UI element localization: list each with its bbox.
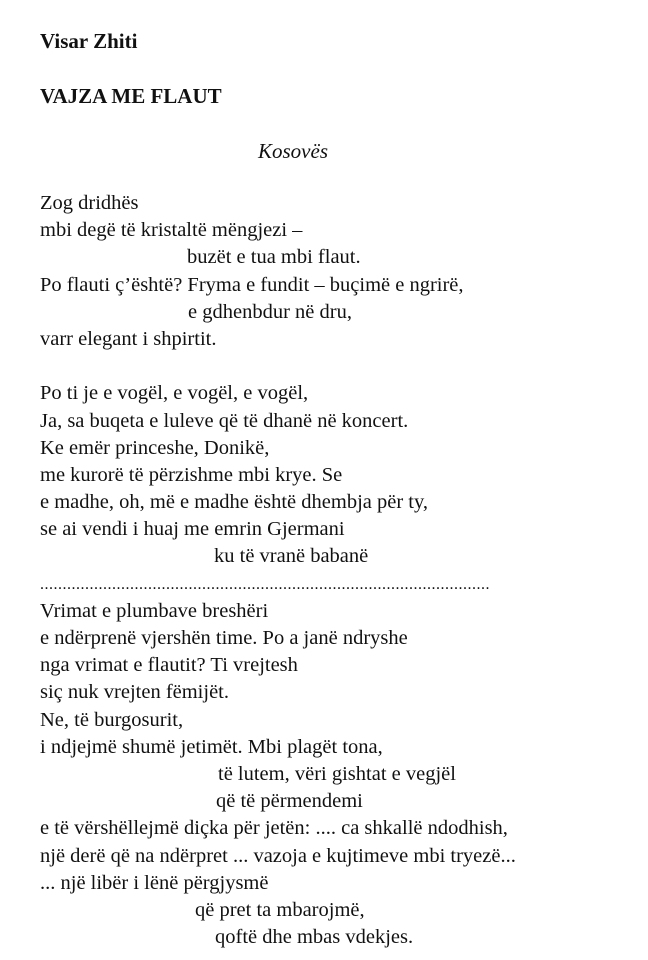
poem-line: e gdhenbdur në dru, [188, 300, 352, 323]
poem-line: një derë që na ndërpret ... vazoja e kujtimeve mbi tryezë... [40, 844, 516, 867]
poem-line: të lutem, vëri gishtat e vegjël [218, 762, 456, 785]
dotted-separator: .................................................................................................... [40, 575, 490, 593]
poem-body [40, 190, 630, 951]
poem-line: se ai vendi i huaj me emrin Gjermani [40, 518, 345, 541]
poem-dedication: Kosovës [258, 139, 328, 163]
poem-line: e ndërprenë vjershën time. Po a janë ndryshe [40, 627, 408, 649]
poem-line: i ndjejmë shumë jetimët. Mbi plagët tona, [40, 735, 383, 758]
poem-line: varr elegant i shpirtit. [40, 327, 217, 350]
poem-title: VAJZA ME FLAUT [40, 84, 222, 108]
poem-line: mbi degë të kristaltë mëngjezi – [40, 219, 303, 242]
poem-line: buzët e tua mbi flaut. [187, 246, 361, 269]
poem-line: Zog dridhës [40, 192, 139, 214]
author-name: Visar Zhiti [40, 29, 138, 53]
poem-line: siç nuk vrejten fëmijët. [40, 681, 229, 704]
poem-line: Po flauti ç’është? Fryma e fundit – buçimë e ngrirë, [40, 273, 464, 296]
poem-line: që pret ta mbarojmë, [195, 898, 365, 921]
poem-line: qoftë dhe mbas vdekjes. [215, 926, 414, 949]
poem-line: Vrimat e plumbave breshëri [40, 599, 269, 622]
poem-line: e madhe, oh, më e madhe është dhembja për ty, [40, 491, 429, 514]
poem-line: që të përmendemi [216, 790, 363, 813]
poem-line: e të vërshëllejmë diçka për jetën: .... ca shkallë ndodhish, [40, 817, 508, 840]
poem-line: ... një libër i lënë përgjysmë [40, 871, 269, 894]
poem-line: ku të vranë babanë [214, 545, 369, 568]
poem-line: Po ti je e vogël, e vogël, e vogël, [40, 382, 309, 405]
poem-line: Ne, të burgosurit, [40, 708, 184, 731]
stanza-gap [40, 353, 630, 380]
poem-line: nga vrimat e flautit? Ti vrejtesh [40, 654, 298, 677]
poem-line: me kurorë të përzishme mbi krye. Se [40, 463, 343, 486]
poem-line: Ke emër princeshe, Donikë, [40, 436, 270, 459]
poem-line: Ja, sa buqeta e luleve që të dhanë në koncert. [40, 409, 409, 432]
